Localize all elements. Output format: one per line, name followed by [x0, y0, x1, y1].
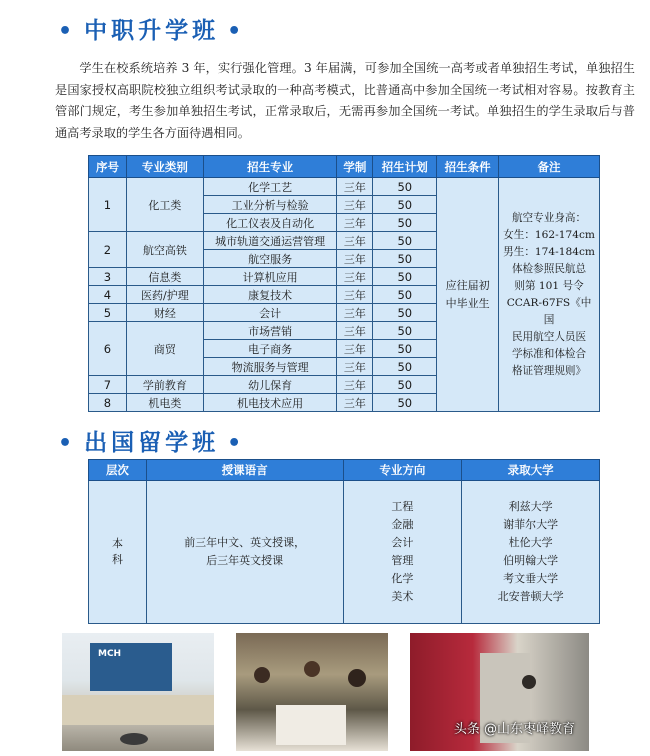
row-number-cell: 2	[89, 232, 127, 268]
major-cell: 计算机应用	[203, 268, 337, 286]
major-item: 美术	[391, 590, 414, 603]
person-head	[522, 675, 536, 689]
duration-cell: 三年	[337, 286, 373, 304]
level-cell	[89, 481, 147, 624]
table-row	[89, 178, 600, 196]
header-cell: 层次	[89, 460, 147, 481]
header-cell: 授课语言	[146, 460, 343, 481]
watermark: 头条 @山东枣峄教育	[453, 722, 575, 737]
major-cell: 会计	[203, 304, 337, 322]
table-body	[89, 178, 600, 412]
category-cell: 医药/护理	[126, 286, 203, 304]
plan-cell: 50	[373, 178, 437, 196]
note-line: 民用航空人员医	[511, 330, 587, 343]
major-item: 管理	[391, 554, 414, 567]
major-cell: 机电技术应用	[203, 394, 337, 412]
major-cell: 康复技术	[203, 286, 337, 304]
study-abroad-table	[88, 459, 600, 624]
major-item: 金融	[391, 518, 414, 531]
major-cell: 城市轨道交通运营管理	[203, 232, 337, 250]
photo-corridor	[410, 633, 589, 751]
section-title-text: 出国留学班	[84, 430, 220, 456]
condition-line: 应往届初	[445, 278, 490, 292]
office-wall-screen	[90, 643, 172, 691]
bullet-icon: •	[227, 431, 246, 456]
duration-cell: 三年	[337, 196, 373, 214]
section-title-study-abroad	[50, 424, 253, 457]
note-cell	[499, 178, 600, 412]
duration-cell: 三年	[337, 358, 373, 376]
plan-cell: 50	[373, 214, 437, 232]
person-head	[348, 669, 366, 687]
row-number-cell: 6	[89, 322, 127, 376]
universities-cell	[462, 481, 600, 624]
major-item: 会计	[391, 536, 414, 549]
plan-cell: 50	[373, 358, 437, 376]
duration-cell: 三年	[337, 214, 373, 232]
major-cell: 航空服务	[203, 250, 337, 268]
person-head	[254, 667, 270, 683]
bullet-icon: •	[58, 19, 77, 44]
plan-cell: 50	[373, 322, 437, 340]
office-sign-text: MCH	[98, 649, 122, 659]
header-cell: 专业方向	[343, 460, 462, 481]
row-number-cell: 7	[89, 376, 127, 394]
photo-office	[62, 633, 214, 751]
category-cell: 学前教育	[126, 376, 203, 394]
university-item: 谢菲尔大学	[503, 518, 559, 531]
bullet-icon: •	[58, 431, 77, 456]
row-number-cell: 5	[89, 304, 127, 322]
duration-cell: 三年	[337, 394, 373, 412]
major-cell: 市场营销	[203, 322, 337, 340]
note-line: 女生：162-174cm	[503, 228, 595, 241]
header-cell: 序号	[89, 156, 127, 178]
category-cell: 财经	[126, 304, 203, 322]
duration-cell: 三年	[337, 250, 373, 268]
plan-cell: 50	[373, 232, 437, 250]
major-cell: 化工仪表及自动化	[203, 214, 337, 232]
note-line: CCAR-67FS《中国	[506, 296, 592, 326]
category-cell: 信息类	[126, 268, 203, 286]
dining-table	[276, 705, 346, 745]
note-line: 男生：174-184cm	[503, 245, 595, 258]
category-cell: 航空高铁	[126, 232, 203, 268]
photo-students-dining	[236, 633, 388, 751]
header-cell: 招生专业	[203, 156, 337, 178]
duration-cell: 三年	[337, 268, 373, 286]
header-cell: 备注	[499, 156, 600, 178]
row-number-cell: 4	[89, 286, 127, 304]
table-header-row	[89, 156, 600, 178]
level-char: 科	[111, 553, 123, 566]
plan-cell: 50	[373, 268, 437, 286]
category-cell: 机电类	[126, 394, 203, 412]
plan-cell: 50	[373, 196, 437, 214]
majors-cell	[343, 481, 462, 624]
university-item: 考文垂大学	[503, 572, 559, 585]
table-row	[89, 481, 600, 624]
duration-cell: 三年	[337, 376, 373, 394]
note-line: 格证管理规则》	[511, 364, 587, 377]
major-cell: 幼儿保育	[203, 376, 337, 394]
language-line: 后三年英文授课	[206, 554, 284, 567]
university-item: 利兹大学	[508, 500, 553, 513]
plan-cell: 50	[373, 394, 437, 412]
row-number-cell: 1	[89, 178, 127, 232]
duration-cell: 三年	[337, 340, 373, 358]
bullet-icon: •	[227, 19, 246, 44]
major-cell: 物流服务与管理	[203, 358, 337, 376]
major-cell: 电子商务	[203, 340, 337, 358]
plan-cell: 50	[373, 250, 437, 268]
language-line: 前三年中文、英文授课，	[184, 536, 306, 549]
row-number-cell: 3	[89, 268, 127, 286]
category-cell: 商贸	[126, 322, 203, 376]
language-cell	[146, 481, 343, 624]
university-item: 北安普顿大学	[497, 590, 564, 603]
header-cell: 录取大学	[462, 460, 600, 481]
university-item: 伯明翰大学	[503, 554, 559, 567]
table-header-row	[89, 460, 600, 481]
university-item: 杜伦大学	[508, 536, 553, 549]
duration-cell: 三年	[337, 322, 373, 340]
office-counter	[62, 695, 214, 725]
header-cell: 招生条件	[437, 156, 499, 178]
category-cell: 化工类	[126, 178, 203, 232]
row-number-cell: 8	[89, 394, 127, 412]
note-line: 体检参照民航总	[511, 262, 587, 275]
header-cell: 招生计划	[373, 156, 437, 178]
section-title-text: 中职升学班	[84, 18, 220, 44]
duration-cell: 三年	[337, 304, 373, 322]
plan-cell: 50	[373, 286, 437, 304]
plan-cell: 50	[373, 376, 437, 394]
note-line: 则第 101 号令	[514, 279, 584, 292]
header-cell: 专业类别	[126, 156, 203, 178]
note-line: 学标准和体检合	[511, 347, 587, 360]
floor-logo	[120, 733, 148, 745]
major-cell: 化学工艺	[203, 178, 337, 196]
person-head	[304, 661, 320, 677]
condition-line: 中毕业生	[445, 296, 490, 310]
level-char: 本	[111, 537, 123, 550]
major-cell: 工业分析与检验	[203, 196, 337, 214]
major-item: 工程	[391, 500, 414, 513]
intro-paragraph: 学生在校系统培养 3 年，实行强化管理。3 年届满，可参加全国统一高考或者单独招生考试，单独招生是国家授权高职院校独立组织考试录取的一种高考模式，比普通高中参加全国统一考试相对容易。按教育主管部门规定，考生参加单独招生考试，正常录取后，无需再参加全国统一考试。单独招生的学生录取后与普通高考录取的学生各方面待遇相同。	[55, 61, 635, 140]
note-line: 航空专业身高：	[511, 211, 587, 224]
vocational-admission-table	[88, 155, 600, 412]
major-item: 化学	[391, 572, 414, 585]
duration-cell: 三年	[337, 232, 373, 250]
plan-cell: 50	[373, 340, 437, 358]
header-cell: 学制	[337, 156, 373, 178]
section-title-vocational	[50, 12, 253, 45]
plan-cell: 50	[373, 304, 437, 322]
condition-cell	[437, 178, 499, 412]
duration-cell: 三年	[337, 178, 373, 196]
